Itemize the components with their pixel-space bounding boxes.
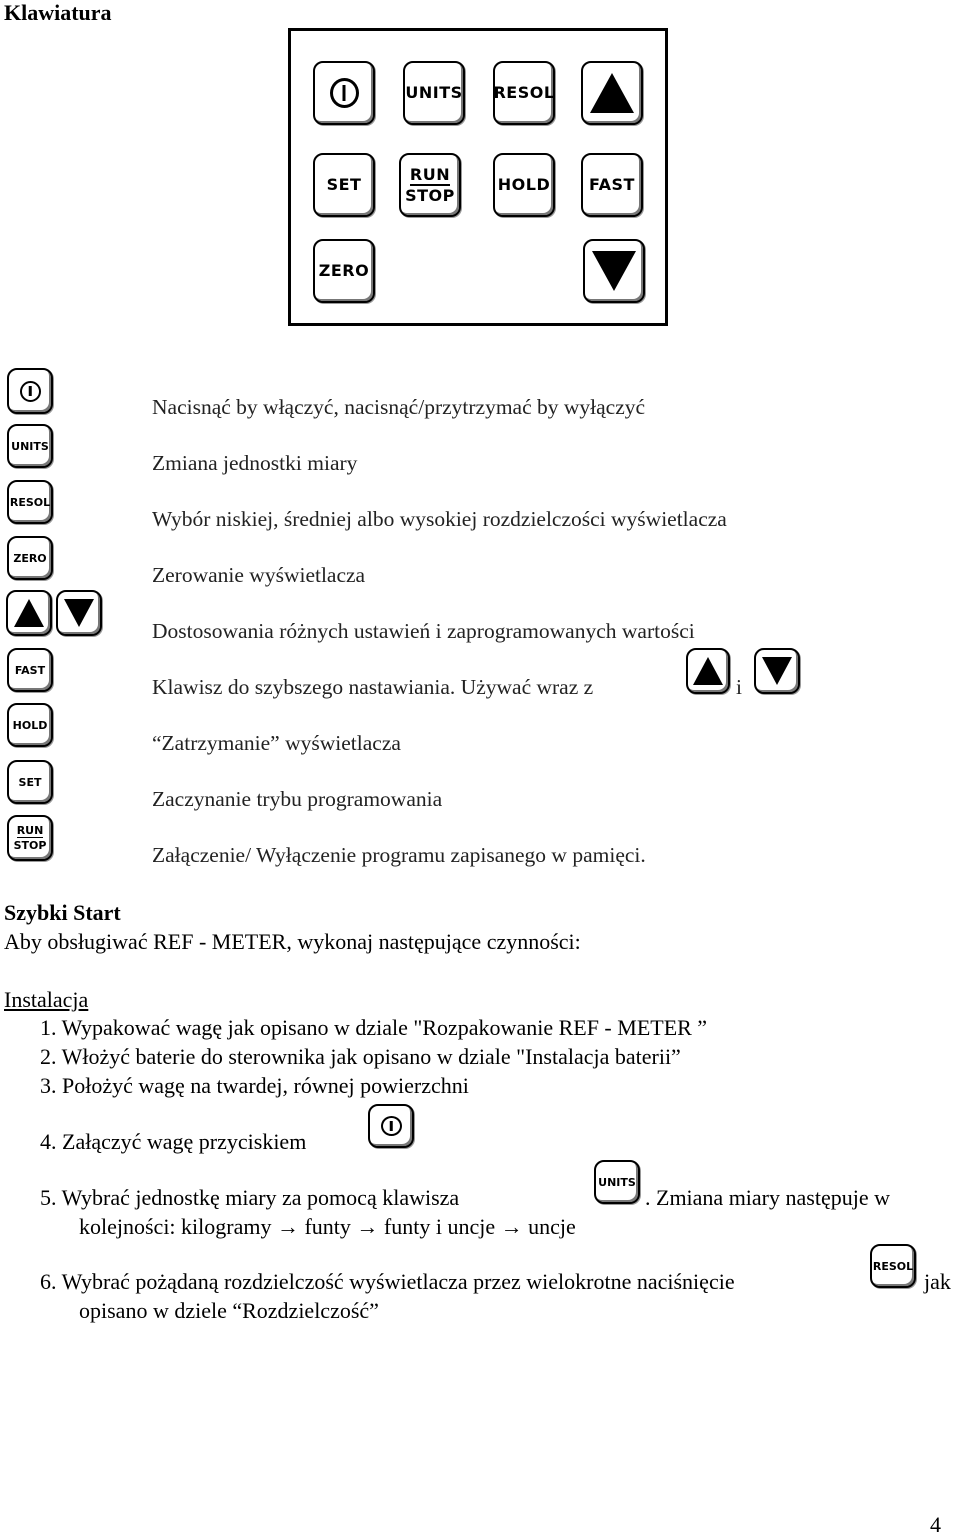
keypad-panel [288,28,668,326]
resol-key[interactable] [493,61,555,125]
fast-key-label: FAST [589,175,635,194]
arrow-up-icon [693,657,723,685]
resol-key-label: RESOL [493,83,555,102]
fast-key[interactable] [581,153,643,217]
down-key-inline [754,648,800,694]
step-3: 3. Położyć wagę na twardej, równej powierzchni [40,1073,469,1098]
up-key-inline [686,648,730,694]
arrow-down-icon [762,657,792,685]
step-4: 4. Załączyć wagę przyciskiem [40,1129,307,1154]
desc-arrows: Dostosowania różnych ustawień i zaprogramowanych wartości [152,619,695,643]
stop-key-label: STOP [405,185,455,205]
quick-start-heading: Szybki Start [4,900,121,925]
units-key-step-label: UNITS [598,1175,636,1189]
hold-key-small-label: HOLD [12,718,48,732]
page-number: 4 [930,1512,941,1537]
step-6-line2: opisano w dziele “Rozdzielczość” [79,1298,379,1323]
run-stop-key-small [7,815,53,861]
hold-key-label: HOLD [497,175,551,194]
desc-fast: Klawisz do szybszego nastawiania. Używać wraz z [152,675,594,699]
units-key-small-label: UNITS [11,439,49,453]
step-1: 1. Wypakować wagę jak opisano w dziale "Rozpakowanie REF - METER ” [40,1015,708,1040]
hold-key[interactable] [493,153,555,217]
run-key-small-label: RUN [16,824,44,837]
hold-key-small [7,703,53,747]
set-key-small [7,760,53,804]
resol-key-small-label: RESOL [9,495,51,509]
desc-run-stop: Załączenie/ Wyłączenie programu zapisanego w pamięci. [152,843,646,867]
power-icon [20,381,41,402]
arrow-up-icon [14,599,44,627]
units-key-label: UNITS [405,83,463,102]
install-heading: Instalacja [4,987,89,1012]
down-key-small [56,590,102,636]
step-6: 6. Wybrać pożądaną rozdzielczość wyświetlacza przez wielokrotne naciśnięcie [40,1269,735,1294]
power-key-small [7,368,53,414]
units-key[interactable] [403,61,465,125]
arrow-down-icon [592,251,636,291]
step-2: 2. Włożyć baterie do sterownika jak opisano w dziale "Instalacja baterii” [40,1044,681,1069]
step-5-cont: . Zmiana miary następuje w [645,1185,890,1210]
desc-zero: Zerowanie wyświetlacza [152,563,366,587]
set-key[interactable] [313,153,375,217]
units-key-step [594,1160,640,1204]
step-6-cont: jak [924,1269,951,1294]
zero-key-label: ZERO [318,261,370,280]
desc-set: Zaczynanie trybu programowania [152,787,443,811]
resol-key-step [870,1244,916,1288]
set-key-small-label: SET [18,775,42,789]
desc-hold-text: Zatrzymanie” wyświetlacza [161,731,401,755]
run-stop-key[interactable] [399,153,461,217]
power-icon [330,78,359,108]
resol-key-small [7,480,53,524]
step-5: 5. Wybrać jednostkę miary za pomocą klawisza [40,1185,460,1210]
desc-units: Zmiana jednostki miary [152,451,358,475]
stop-key-small-label: STOP [13,839,47,852]
units-key-small [7,424,53,468]
zero-key-small-label: ZERO [13,551,47,565]
step-5-line2: kolejności: kilogramy → funty → funty i uncje → uncje [79,1214,576,1239]
arrow-up-icon [590,73,634,113]
arrow-down-icon [64,599,94,627]
page-title: Klawiatura [4,0,112,25]
power-key-step [368,1104,414,1148]
down-key[interactable] [583,239,645,303]
up-key-small [6,590,52,636]
power-icon [381,1116,402,1136]
quick-start-intro: Aby obsługiwać REF - METER, wykonaj następujące czynności: [4,929,581,954]
desc-power: Nacisnąć by włączyć, nacisnąć/przytrzymać by wyłączyć [152,395,646,419]
desc-hold: “Zatrzymanie” wyświetlacza [152,731,401,755]
power-key[interactable] [313,61,375,125]
zero-key-small [7,536,53,580]
run-key-label: RUN [409,164,451,184]
desc-fast-connector: i [736,675,742,699]
fast-key-small [7,648,53,692]
up-key[interactable] [581,61,643,125]
fast-key-small-label: FAST [14,663,46,677]
desc-resol: Wybór niskiej, średniej albo wysokiej rozdzielczości wyświetlacza [152,507,727,531]
resol-key-step-label: RESOL [872,1259,914,1273]
set-key-label: SET [326,175,362,194]
zero-key[interactable] [313,239,375,303]
